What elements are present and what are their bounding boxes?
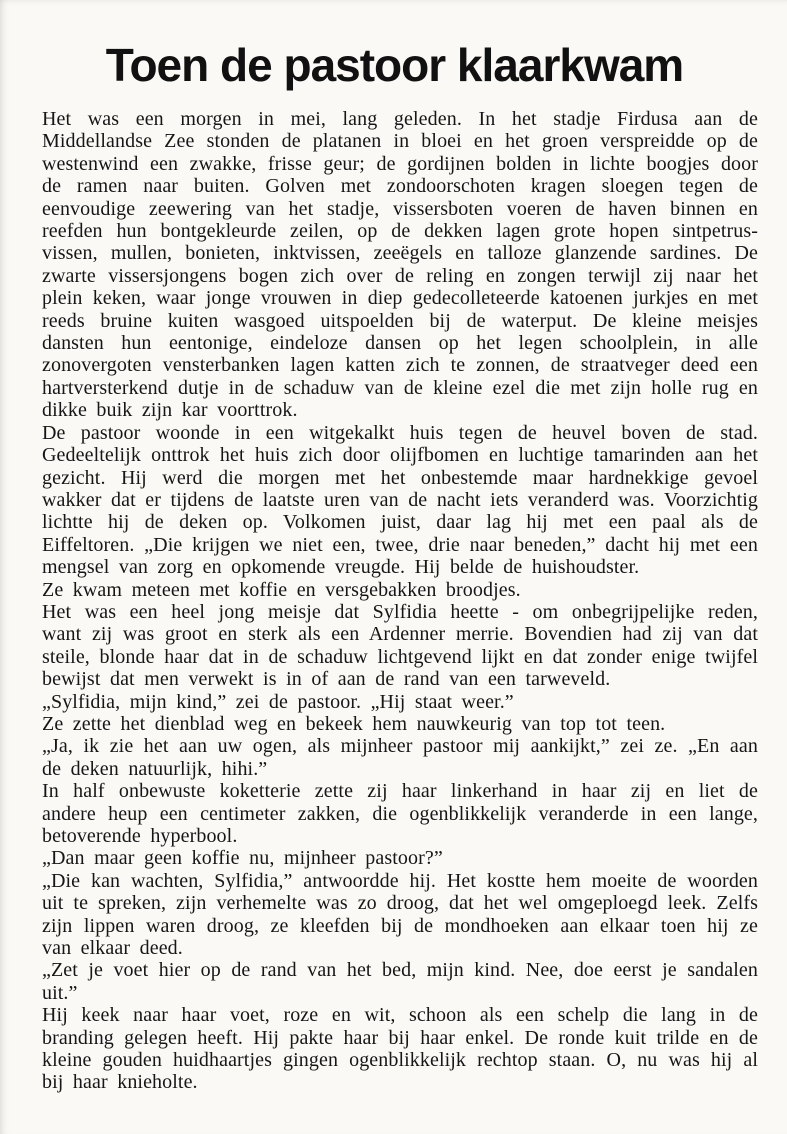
paragraph: „Die kan wachten, Sylfidia,” antwoordde hij. Het kostte hem moeite de woorden uit te spreken, zijn verhemelte was zo droog, dat het wel omgeploegd leek. Zelfs zijn lippen waren droog, ze kleefden bij de mondhoeken aan elkaar toen hij ze van elkaar deed. [42, 869, 758, 960]
paragraph: „Ja, ik zie het aan uw ogen, als mijnheer pastoor mij aankijkt,” zei ze. „En aan de deken natuurlijk, hihi.” [42, 735, 758, 780]
paragraph: Ze zette het dienblad weg en bekeek hem nauwkeurig van top tot teen. [42, 712, 666, 735]
paragraph: Hij keek naar haar voet, roze en wit, schoon als een schelp die lang in de branding gelegen heeft. Hij pakte haar bij haar enkel. De ronde kuit trilde en de kleine gouden huidhaartjes gingen ogenblikkelijk rechtop staan. O, nu was hij al bij haar knieholte. [42, 1004, 758, 1094]
paragraph: In half onbewuste koketterie zette zij haar linkerhand in haar zij en liet de andere heup een centimeter zakken, die ogenblikkelijk veranderde in een lange, betoverende hyperbool. [42, 780, 758, 847]
paragraph: „Sylfidia, mijn kind,” zei de pastoor. „Hij staat weer.” [42, 690, 514, 713]
paragraph: Het was een heel jong meisje dat Sylfidia heette - om onbegrijpelijke reden, want zij was groot en sterk als een Ardenner merrie. Bovendien had zij van dat steile, blonde haar dat in de schaduw lichtgevend lijkt en dat zonder enige twijfel bewijst dat men verwekt is in of aan de rand van een tarweveld. [42, 600, 758, 691]
paragraph: „Dan maar geen koffie nu, mijnheer pastoor?” [42, 847, 443, 870]
paragraph: Het was een morgen in mei, lang geleden. In het stadje Firdusa aan de Middellandse Zee stonden de platanen in bloei en het groen verspreidde op de westenwind een zwakke, frisse geur; de gordijnen bolden in lichte boogjes door de ramen naar buiten. Golven met zondoorschoten kragen sloegen tegen de eenvoudige zeewering van het stadje, vissersboten voeren de haven binnen en reefden hun bontgekleurde zeilen, op de dekken lagen grote hopen sintpetrus-vissen, mullen, bonieten, inktvissen, zeeëgels en talloze glanzende sardines. De zwarte vissersjongens bogen zich over de reling en zongen terwijl zij naar het plein keken, waar jonge vrouwen in diep gedecolleteerde katoenen jurkjes en met reeds bruine kuiten wasgoed uitspoelden bij de waterput. De kleine meisjes dansten hun eentonige, eindeloze dansen op het legen schoolplein, in alle zonovergoten vensterbanken lagen katten zich te zonnen, de straatveger deed een hartversterkend dutje in de schaduw van de kleine ezel die met zijn holle rug en dikke buik zijn kar voorttrok. [42, 108, 758, 422]
page-title: Toen de pastoor klaarkwam [105, 39, 684, 91]
paragraph: „Zet je voet hier op de rand van het bed, mijn kind. Nee, doe eerst je sandalen uit.” [42, 959, 758, 1004]
article-body [42, 108, 758, 1094]
paragraph: De pastoor woonde in een witgekalkt huis tegen de heuvel boven de stad. Gedeeltelijk onttrok het huis zich door olijfbomen en luchtige tamarinden aan het gezicht. Hij werd die morgen met het onbestemde maar hardnekkige gevoel wakker dat er tijdens de laatste uren van de nacht iets veranderd was. Voorzichtig lichtte hij de deken op. Volkomen juist, daar lag hij met een paal als de Eiffeltoren. „Die krijgen we niet een, twee, drie naar beneden,” dacht hij met een mengsel van zorg en opkomende vreugde. Hij belde de huishoudster. [42, 421, 758, 579]
paragraph: Ze kwam meteen met koffie en versgebakken broodjes. [42, 578, 521, 601]
